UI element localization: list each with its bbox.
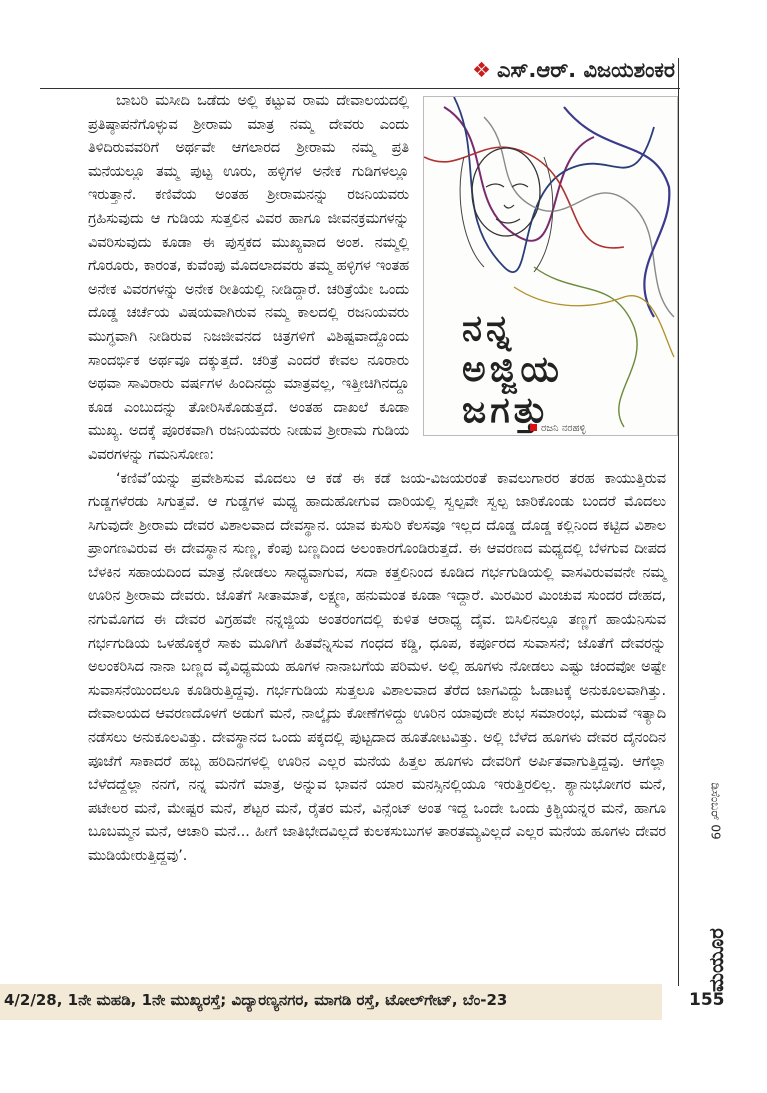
author-text: ಎಸ್.ಆರ್. ವಿಜಯಶಂಕರ [497, 58, 675, 82]
book-title-line-3: ಜಗತ್ತು [462, 390, 552, 431]
diamond-icon: ❖ [472, 58, 491, 82]
book-title-line-1: ನನ್ನ [462, 308, 515, 349]
book-title-line-2: ಅಜ್ಜಿಯ [462, 349, 563, 390]
book-author: ರಜನಿ ನರಹಳ್ಳಿ [502, 417, 586, 436]
author-name [472, 58, 675, 83]
page-number: 155 [689, 990, 725, 1010]
article-body [88, 90, 666, 869]
magazine-sidebar [694, 782, 728, 992]
book-cover-image [423, 96, 678, 436]
article-paragraph-2: ‘ಕಣಿವೆ’ಯನ್ನು ಪ್ರವೇಶಿಸುವ ಮೊದಲು ಆ ಕಡೆ ಈ ಕಡೆ ಜಯ-ವಿಜಯರಂತೆ ಕಾವಲುಗಾರರ ತರಹ ಕಾಯುತ್ತಿರುವ ಗುಡ್ಡಗಳೆರಡು ಸಿಗುತ್ತವೆ. ಆ ಗುಡ್ಡಗಳ ಮಧ್ಯ ಹಾದುಹೋಗುವ ದಾರಿಯಲ್ಲಿ ಸ್ವಲ್ಪವೇ ಸ್ವಲ್ಪ ಜಾರಿಕೊಂಡು ಬಂದರೆ ಮೊದಲು ಸಿಗುವುದೇ ಶ್ರೀರಾಮ ದೇವರ ವಿಶಾಲವಾದ ದೇವಸ್ಥಾನ. ಯಾವ ಕುಸುರಿ ಕೆಲಸವೂ ಇಲ್ಲದ ದೊಡ್ಡ ದೊಡ್ಡ ಕಲ್ಲಿನಿಂದ ಕಟ್ಟಿದ ವಿಶಾಲ ಪ್ರಾಂಗಣವಿರುವ ಈ ದೇವಸ್ಥಾನ ಸುಣ್ಣ, ಕೆಂಪು ಬಣ್ಣದಿಂದ ಅಲಂಕಾರಗೊಂಡಿರುತ್ತದೆ. ಈ ಆವರಣದ ಮಧ್ಯದಲ್ಲಿ ಬೆಳಗುವ ದೀಪದ ಬೆಳಕಿನ ಸಹಾಯದಿಂದ ಮಾತ್ರ ನೋಡಲು ಸಾಧ್ಯವಾಗುವ, ಸದಾ ಕತ್ತಲಿನಿಂದ ಕೂಡಿದ ಗರ್ಭಗುಡಿಯಲ್ಲಿ ವಾಸವಿರುವವನೇ ನಮ್ಮ ಊರಿನ ಶ್ರೀರಾಮ ದೇವರು. ಜೊತೆಗೆ ಸೀತಾಮಾತೆ, ಲಕ್ಷ್ಮಣ, ಹನುಮಂತ ಕೂಡಾ ಇದ್ದಾರೆ. ಮಿರಮಿರ ಮಿಂಚುವ ಸುಂದರ ದೇಹದ, ನಗುಮೊಗದ ಈ ದೇವರ ವಿಗ್ರಹವೇ ನನ್ನಜ್ಜಿಯ ಅಂತರಂಗದಲ್ಲಿ ಕುಳಿತ ಆರಾಧ್ಯ ದೈವ. ಬಿಸಿಲಿನಲ್ಲೂ ತಣ್ಣಗೆ ಹಾಯೆನಿಸುವ ಗರ್ಭಗುಡಿಯ ಒಳಹೊಕ್ಕರೆ ಸಾಕು ಮೂಗಿಗೆ ಹಿತವೆನ್ನಿಸುವ ಗಂಧದ ಕಡ್ಡಿ, ಧೂಪ, ಕರ್ಪೂರದ ಸುವಾಸನೆ; ಜೊತೆಗೆ ದೇವರನ್ನು ಅಲಂಕರಿಸಿದ ನಾನಾ ಬಣ್ಣದ ವೈವಿಧ್ಯಮಯ ಹೂಗಳ ನಾನಾಬಗೆಯ ಪರಿಮಳ. ಅಲ್ಲಿ ಹೂಗಳು ನೋಡಲು ಎಷ್ಟು ಚಂದವೋ ಅಷ್ಟೇ ಸುವಾಸನೆಯಿಂದಲೂ ಕೂಡಿರುತ್ತಿದ್ದವು. ಗರ್ಭಗುಡಿಯ ಸುತ್ತಲೂ ವಿಶಾಲವಾದ ತೆರೆದ ಜಾಗವಿದ್ದು ಓಡಾಟಕ್ಕೆ ಅನುಕೂಲವಾಗಿತ್ತು. ದೇವಾಲಯದ ಆವರಣದೊಳಗೆ ಅಡುಗೆ ಮನೆ, ನಾಲ್ಕೈದು ಕೋಣೆಗಳಿದ್ದು ಊರಿನ ಯಾವುದೇ ಶುಭ ಸಮಾರಂಭ, ಮದುವೆ ಇತ್ಯಾದಿ ನಡೆಸಲು ಅನುಕೂಲವಿತ್ತು. ದೇವಸ್ಥಾನದ ಒಂದು ಪಕ್ಕದಲ್ಲಿ ಪುಟ್ಟದಾದ ಹೂತೋಟವಿತ್ತು. ಅಲ್ಲಿ ಬೆಳೆದ ಹೂಗಳು ದೇವರ ದೈನಂದಿನ ಪೂಜೆಗೆ ಸಾಕಾದರೆ ಹಬ್ಬ ಹರಿದಿನಗಳಲ್ಲಿ ಊರಿನ ಎಲ್ಲರ ಮನೆಯ ಹಿತ್ತಲ ಹೂಗಳು ದೇವರಿಗೆ ಅರ್ಪಿತವಾಗುತ್ತಿದ್ದವು. ಆಗೆಲ್ಲಾ ಬೆಳೆದದ್ದೆಲ್ಲಾ ನನಗೆ, ನನ್ನ ಮನೆಗೆ ಮಾತ್ರ, ಅನ್ನುವ ಭಾವನೆ ಯಾರ ಮನಸ್ಸಿನಲ್ಲಿಯೂ ಇರುತ್ತಿರಲಿಲ್ಲ. ಶ್ಯಾನುಭೋಗರ ಮನೆ, ಪಟೇಲರ ಮನೆ, ಮೇಷ್ಟರ ಮನೆ, ಶೆಟ್ಟರ ಮನೆ, ರೈತರ ಮನೆ, ವಿನ್ಸೆಂಟ್ ಅಂತ ಇದ್ದ ಒಂದೇ ಒಂದು ಕ್ರಿಶ್ಚಿಯನ್ನರ ಮನೆ, ಹಾಗೂ ಬೂಬಮ್ಮನ ಮನೆ, ಆಚಾರಿ ಮನೆ... ಹೀಗೆ ಜಾತಿಭೇದವಿಲ್ಲದೆ ಕುಲಕಸುಬುಗಳ ತಾರತಮ್ಯವಿಲ್ಲದೆ ಎಲ್ಲರ ಮನೆಯ ಹೂಗಳು ದೇವರ ಮುಡಿಯೇರುತ್ತಿದ್ದವು’. [88, 470, 666, 864]
article-paragraph-1 [88, 90, 666, 468]
magazine-name: ಮಯೂರ [704, 928, 728, 992]
footer-address: 4/2/28, 1ನೇ ಮಹಡಿ, 1ನೇ ಮುಖ್ಯರಸ್ತೆ; ವಿದ್ಯಾರಣ್ಯನಗರ, ಮಾಗಡಿ ರಸ್ತೆ, ಟೋಲ್‌ಗೇಟ್, ಬೆಂ-23 [4, 991, 508, 1009]
issue-date: ಡಿಸೆಂಬರ್ 09 [708, 782, 723, 840]
header-rule [40, 88, 680, 89]
column-rule [678, 58, 679, 986]
article-paragraph-1-text: ಬಾಬರಿ ಮಸೀದಿ ಒಡೆದು ಅಲ್ಲಿ ಕಟ್ಟುವ ರಾಮ ದೇವಾಲಯದಲ್ಲಿ ಪ್ರತಿಷ್ಠಾಪನೆಗೊಳ್ಳುವ ಶ್ರೀರಾಮ ಮಾತ್ರ ನಮ್ಮ ದೇವರು ಎಂದು ತಿಳಿದಿರುವವರಿಗೆ ಅರ್ಥವೇ ಆಗಲಾರದ ಶ್ರೀರಾಮ ನಮ್ಮ ಪ್ರತಿ ಮನೆಯಲ್ಲೂ ತಮ್ಮ ಪುಟ್ಟ ಊರು, ಹಳ್ಳಿಗಳ ಅನೇಕ ಗುಡಿಗಳಲ್ಲೂ ಇರುತ್ತಾನೆ. ಕಣಿವೆಯ ಅಂತಹ ಶ್ರೀರಾಮನನ್ನು ರಜನಿಯವರು ಗ್ರಹಿಸುವುದು ಆ ಗುಡಿಯ ಸುತ್ತಲಿನ ವಿವರ ಹಾಗೂ ಜೀವನಕ್ರಮಗಳನ್ನು ವಿವರಿಸುವುದು ಕೂಡಾ ಈ ಪುಸ್ತಕದ ಮುಖ್ಯವಾದ ಅಂಶ. ನಮ್ಮಲ್ಲಿ ಗೊರೂರು, ಕಾರಂತ, ಕುವೆಂಪು ಮೊದಲಾದವರು ತಮ್ಮ ಹಳ್ಳಿಗಳ ಇಂತಹ ಅನೇಕ ವಿವರಗಳನ್ನು ಅನೇಕ ರೀತಿಯಲ್ಲಿ ನೀಡಿದ್ದಾರೆ. ಚರಿತ್ರೆಯೇ ಒಂದು ದೊಡ್ಡ ಚರ್ಚೆಯ ವಿಷಯವಾಗಿರುವ ನಮ್ಮ ಕಾಲದಲ್ಲಿ ರಜನಿಯವರು ಮುಗ್ಧವಾಗಿ ನೀಡಿರುವ ನಿಜಜೀವನದ ಚಿತ್ರಗಳಿಗೆ ವಿಶಿಷ್ಟವಾದ್ದೊಂದು ಸಾಂದರ್ಭಿಕ ಅರ್ಥವೂ ದಕ್ಕುತ್ತದೆ. ಚರಿತ್ರೆ ಎಂದರೆ ಕೇವಲ ನೂರಾರು ಅಥವಾ ಸಾವಿರಾರು ವರ್ಷಗಳ ಹಿಂದಿನದ್ದು ಮಾತ್ರವಲ್ಲ, ಇತ್ತೀಚಿಗಿನದ್ದೂ ಕೂಡ ಎಂಬುದನ್ನು ತೋರಿಸಿಕೊಡುತ್ತದೆ. ಅಂತಹ ದಾಖಲೆ ಕೂಡಾ ಮುಖ್ಯ. ಅದಕ್ಕೆ ಪೂರಕವಾಗಿ ರಜನಿಯವರು ನೀಡುವ ಶ್ರೀರಾಮ ಗುಡಿಯ ವಿವರಗಳನ್ನು ಗಮನಿಸೋಣ: [88, 93, 409, 463]
